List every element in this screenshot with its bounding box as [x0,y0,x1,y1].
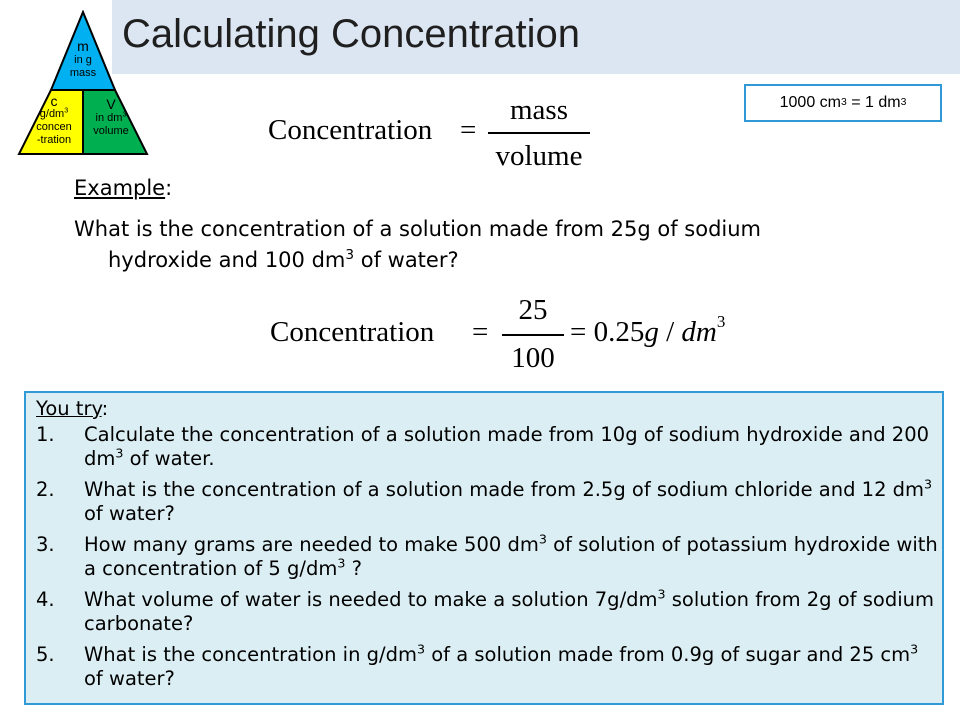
question-4: 4. What volume of water is needed to make a solution $7g/dm^3$ solution from 2g of sodium carbonate? [36,586,941,635]
example-question-line1: What is the concentration of a solution made from 25g of sodium [74,217,762,241]
question-number: 3. [36,533,55,556]
formula-example-slash: / [666,316,675,348]
you-try-box [24,391,944,705]
question-number: 5. [36,643,55,666]
volume-word: volume [93,125,129,137]
formula-triangle [16,10,150,156]
question-3: 3. How many grams are needed to make 500 $dm^3$ of solution of potassium hydroxide with a concentration of 5 $g/dm^3$ ? [36,531,944,580]
formula-general-equals: = [460,114,477,146]
concentration-unit: g/dm [39,108,65,120]
question-2: 2. What is the concentration of a solution made from 2.5g of sodium chloride and 12 $dm^3$ of water? [36,476,939,525]
you-try-heading-text: You try [36,397,102,420]
example-label-text: Example [74,176,166,200]
formula-general-numerator: mass [510,94,568,126]
example-question-line2: hydroxide and 100 $dm^3$ of water? [108,247,459,272]
concentration-word-2: -tration [36,134,72,146]
conversion-left: 1000 cm [779,94,841,111]
formula-general-fraction-bar [488,132,590,134]
formula-example-sup: 3 [716,312,726,331]
slide-title: Calculating Concentration [122,12,581,56]
formula-example-numerator: 25 [518,294,548,326]
you-try-heading [36,397,942,421]
volume-unit-sup: 3 [122,110,127,119]
concentration-symbol: c [50,93,58,109]
question-1: 1. Calculate the concentration of a solution made from 10g of sodium hydroxide and 200 $dm^3$ of water. [36,423,930,470]
volume-symbol: V [106,96,116,112]
example-question [74,214,914,276]
formula-example-value: 0.25 [593,316,645,348]
question-number: 4. [36,588,55,611]
formula-example-equals-2: = [570,316,587,348]
formula-example-unit-dm: dm [681,316,717,348]
formula-example-lhs: Concentration [270,316,435,348]
formula-example-result [570,312,726,349]
mass-word: mass [69,67,97,79]
volume-unit: in dm [95,112,123,124]
formula-general-lhs: Concentration [268,114,433,146]
formula-example-equals-1: = [472,316,489,348]
formula-example-unit-g: g [644,316,659,348]
formula-general-denominator: volume [495,140,583,172]
concentration-unit-sup: 3 [64,106,69,115]
question-number: 1. [36,423,55,446]
triangle-right-label [84,96,138,138]
example-label-colon: : [165,176,173,200]
concentration-word-1: concen [36,121,72,133]
question-list [36,423,942,691]
conversion-box: 1000 cm 3 = 1 dm 3 [744,84,942,122]
question-5: 5. What is the concentration in $g/dm^3$ of a solution made from 0.9g of sugar and 25 $cm^3$ of water? [36,641,925,690]
triangle-top-label [64,38,102,80]
question-number: 2. [36,478,55,501]
example-label [74,176,172,200]
you-try-heading-colon: : [101,397,109,420]
conversion-middle: = 1 dm [846,94,901,111]
mass-symbol: m [77,38,89,54]
formula-example-denominator: 100 [511,342,555,374]
triangle-left-label [28,94,80,147]
formula-example-fraction-bar [502,334,564,336]
mass-unit: in g [74,54,92,66]
